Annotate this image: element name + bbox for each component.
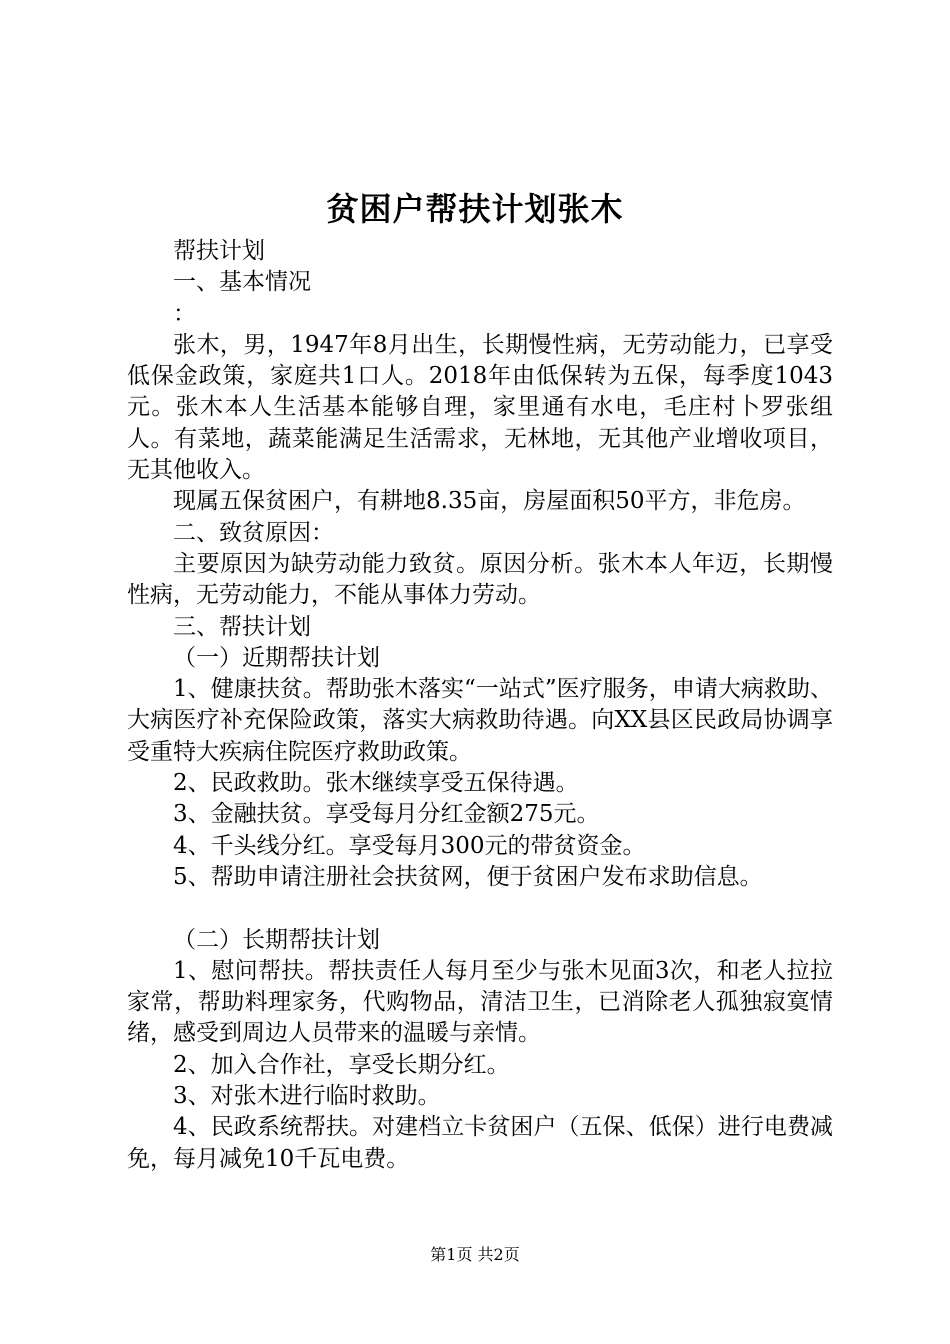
heading-plan: 帮扶计划	[173, 238, 265, 264]
section-heading-assistance-plan: 三、帮扶计划	[173, 613, 311, 640]
list-item-short-1: 1、健康扶贫。帮助张木落实“一站式”医疗服务，申请大病救助、大病医疗补充保险政策，落实大病救助待遇。向XX县区民政局协调享受重特大疾病住院医疗救助政策。	[127, 676, 833, 765]
page-footer: 第1页 共2页	[430, 1245, 520, 1264]
paragraph-poverty-cause: 主要原因为缺劳动能力致贫。原因分析。张木本人年迈，长期慢性病，无劳动能力，不能从事体力劳动。	[127, 550, 833, 609]
section-heading-basic-info: 一、基本情况	[173, 269, 311, 296]
list-item-long-4: 4、民政系统帮扶。对建档立卡贫困户（五保、低保）进行电费减免，每月减免10千瓦电费。	[127, 1114, 833, 1172]
blank-line	[127, 893, 833, 924]
document-title: 贫困户帮扶计划张木	[326, 190, 624, 228]
list-item-short-4: 4、千头线分红。享受每月300元的带贫资金。	[173, 832, 646, 859]
list-item-short-2: 2、民政救助。张木继续享受五保待遇。	[173, 770, 579, 797]
paragraph-household-status: 现属五保贫困户，有耕地8.35亩，房屋面积50平方，非危房。	[173, 488, 806, 515]
list-item-short-3: 3、金融扶贫。享受每月分红金额275元。	[173, 801, 600, 828]
subheading-short-term-plan: （一）近期帮扶计划	[173, 644, 380, 671]
list-item-long-3: 3、对张木进行临时救助。	[173, 1083, 441, 1110]
list-item-long-1: 1、慰问帮扶。帮扶责任人每月至少与张木见面3次，和老人拉拉家常，帮助料理家务，代购物品，清洁卫生，已消除老人孤独寂寞情绪，感受到周边人员带来的温暖与亲情。	[127, 957, 833, 1047]
colon-line: ：	[173, 300, 196, 327]
subheading-long-term-plan: （二）长期帮扶计划	[173, 926, 380, 953]
section-heading-poverty-cause: 二、致贫原因：	[173, 519, 334, 546]
list-item-short-5: 5、帮助申请注册社会扶贫网，便于贫困户发布求助信息。	[173, 863, 763, 890]
paragraph-basic-info: 张木，男，1947年8月出生，长期慢性病，无劳动能力，已享受低保金政策，家庭共1口人。2018年由低保转为五保，每季度1043元。张木本人生活基本能够自理，家里通有水电，毛庄村卜罗张组人。有菜地，蔬菜能满足生活需求，无林地，无其他产业增收项目，无其他收入。	[127, 331, 833, 484]
document-body	[127, 236, 833, 1175]
list-item-long-2: 2、加入合作社，享受长期分红。	[173, 1051, 510, 1078]
